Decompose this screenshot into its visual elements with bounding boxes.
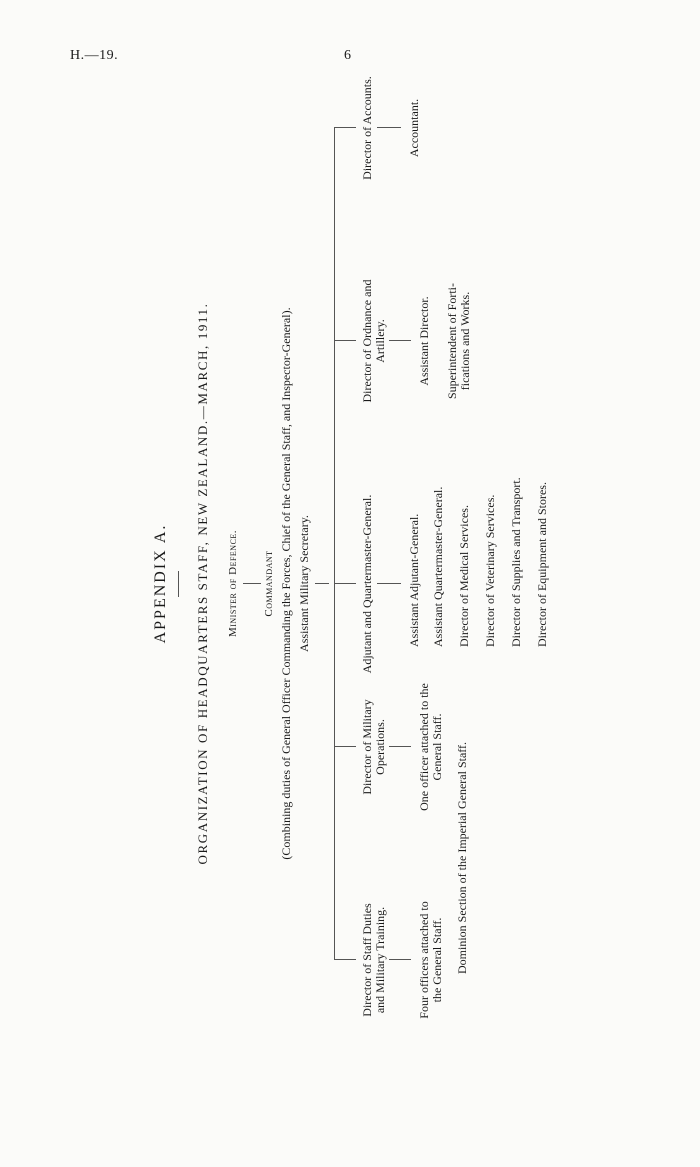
commandant-note: (Combining duties of General Officer Commanding the Forces, Chief of the General Staff, and Inspector-General).: [279, 307, 293, 860]
connector: [377, 583, 401, 584]
branch-sub: Superintendent of Forti- fications and Works.: [445, 283, 473, 399]
branch-sub: Director of Equipment and Stores.: [535, 482, 549, 647]
connector: [334, 746, 356, 747]
branch-line: [334, 128, 335, 960]
connector: [243, 583, 261, 584]
branch-sub: Four officers attached to the General Staff.: [417, 901, 445, 1019]
connector: [334, 583, 356, 584]
branch-sub: Accountant.: [407, 98, 421, 158]
branch-sub: Dominion Section of the Imperial General Staff.: [455, 741, 469, 974]
branch-sub: Director of Medical Services.: [457, 505, 471, 647]
appendix-heading: APPENDIX A.: [152, 523, 169, 644]
connector: [377, 127, 401, 128]
page-number: 6: [344, 48, 352, 63]
rule: [178, 571, 179, 597]
branch-head: Adjutant and Quartermaster-General.: [360, 494, 374, 674]
branch-sub: Assistant Adjutant-General.: [407, 513, 421, 647]
connector: [334, 127, 356, 128]
minister-box: Minister of Defence.: [227, 529, 239, 638]
branch-sub: One officer attached to the General Staff.: [417, 683, 445, 811]
branch-sub: Assistant Director.: [417, 296, 431, 386]
commandant-box: Commandant: [263, 550, 275, 617]
branch-sub: Assistant Quartermaster-General.: [431, 486, 445, 647]
connector: [334, 340, 356, 341]
connector: [334, 959, 356, 960]
connector: [389, 340, 411, 341]
branch-sub: Director of Supplies and Transport.: [509, 477, 523, 647]
page-reference: H.—19.: [70, 48, 119, 63]
branch-sub: Director of Veterinary Services.: [483, 494, 497, 647]
branch-head: Director of Accounts.: [360, 76, 374, 180]
assistant-secretary: Assistant Military Secretary.: [297, 515, 311, 652]
connector: [389, 746, 411, 747]
connector: [315, 583, 329, 584]
connector: [389, 959, 411, 960]
branch-head: Director of Ordnance and Artillery.: [360, 279, 388, 403]
chart-title: ORGANIZATION OF HEADQUARTERS STAFF, NEW ZEALAND.—MARCH, 1911.: [195, 302, 210, 865]
branch-head: Director of Staff Duties and Military Training.: [360, 903, 388, 1017]
branch-head: Director of Military Operations.: [360, 699, 388, 795]
